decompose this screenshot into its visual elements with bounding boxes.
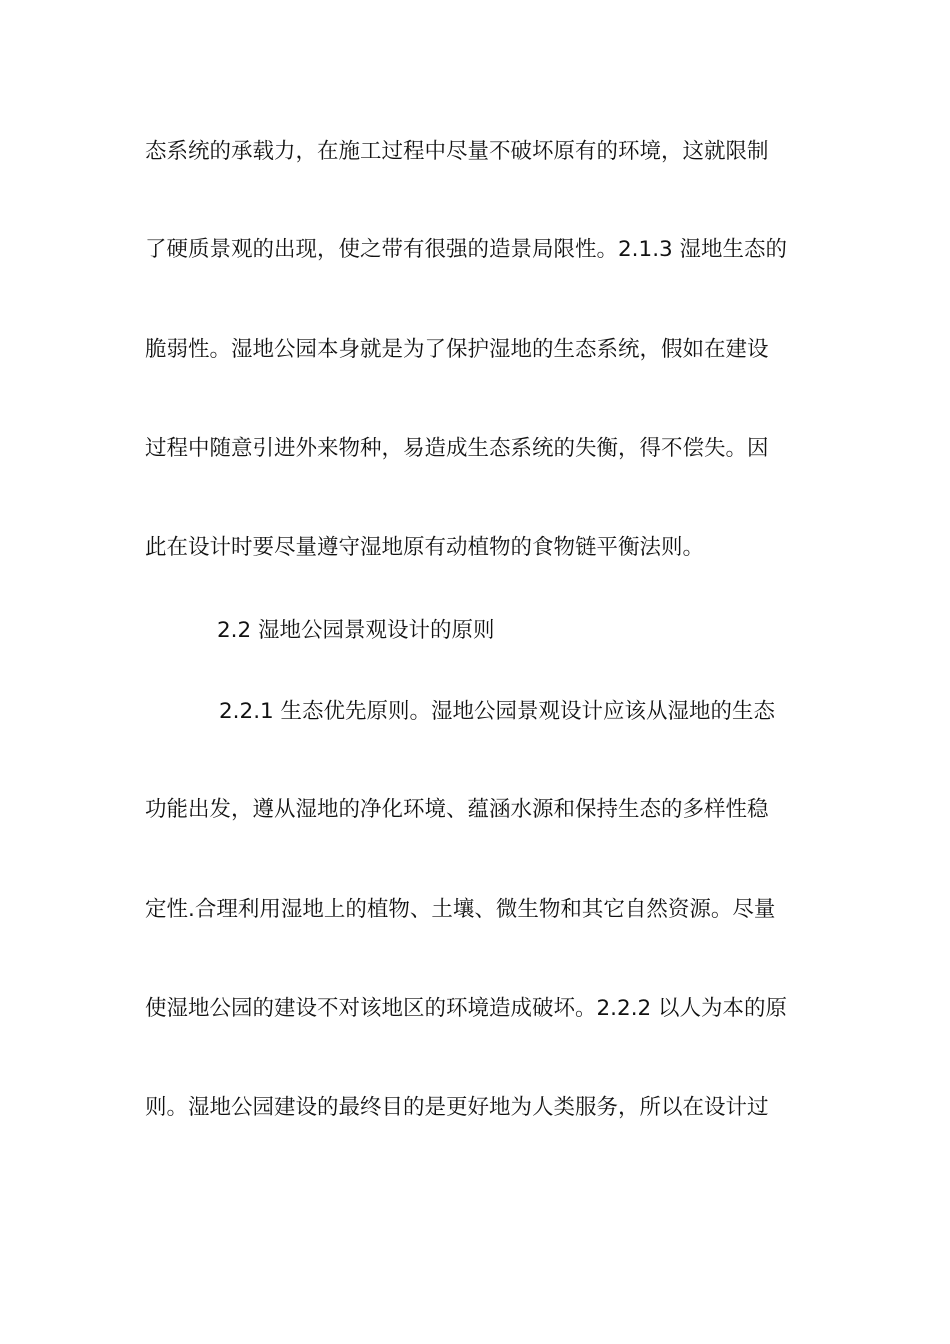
paragraph-line: 过程中随意引进外来物种，易造成生态系统的失衡，得不偿失。因	[145, 436, 769, 461]
paragraph-line: 定性.合理利用湿地上的植物、土壤、微生物和其它自然资源。尽量	[145, 897, 776, 922]
section-heading: 2.2 湿地公园景观设计的原则	[217, 618, 495, 643]
paragraph-line: 态系统的承载力，在施工过程中尽量不破坏原有的环境，这就限制	[145, 139, 769, 164]
paragraph-line: 了硬质景观的出现，使之带有很强的造景局限性。2.1.3 湿地生态的	[145, 237, 788, 262]
paragraph-line: 2.2.1 生态优先原则。湿地公园景观设计应该从湿地的生态	[219, 699, 776, 724]
paragraph-line: 脆弱性。湿地公园本身就是为了保护湿地的生态系统，假如在建设	[145, 337, 769, 362]
paragraph-line: 使湿地公园的建设不对该地区的环境造成破坏。2.2.2 以人为本的原	[145, 996, 788, 1021]
paragraph-line: 功能出发，遵从湿地的净化环境、蕴涵水源和保持生态的多样性稳	[145, 797, 769, 822]
paragraph-line: 此在设计时要尽量遵守湿地原有动植物的食物链平衡法则。	[145, 535, 705, 560]
paragraph-line: 则。湿地公园建设的最终目的是更好地为人类服务，所以在设计过	[145, 1095, 769, 1120]
